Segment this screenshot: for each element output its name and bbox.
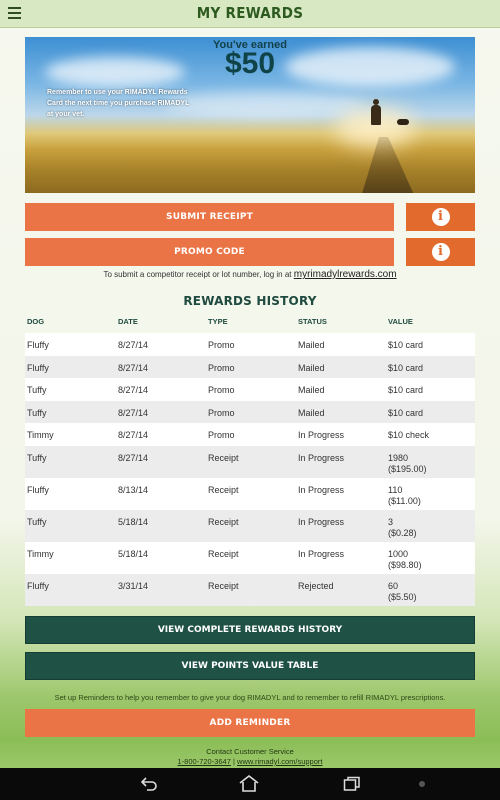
table-row xyxy=(25,542,475,574)
cell-dog: Fluffy xyxy=(27,580,49,591)
add-reminder-button[interactable]: ADD REMINDER xyxy=(25,709,475,737)
cell-value xyxy=(388,517,417,539)
cell-type: Promo xyxy=(208,407,235,418)
cell-date: 8/27/14 xyxy=(118,385,149,395)
table-row xyxy=(25,356,475,379)
cell-dog: Tuffy xyxy=(27,407,47,418)
system-nav-bar xyxy=(0,768,500,800)
cell-dog: Timmy xyxy=(27,548,54,559)
cell-date: 3/31/14 xyxy=(118,580,149,591)
cell-value xyxy=(388,549,422,571)
hiker-figure xyxy=(371,105,381,125)
value-dollar-equivalent: ($0.28) xyxy=(388,527,417,538)
footer-contact xyxy=(0,747,500,767)
competitor-receipt-helper xyxy=(0,269,500,280)
cell-type: Receipt xyxy=(208,484,239,495)
recent-apps-icon[interactable] xyxy=(343,776,361,792)
value-amount: 1000 xyxy=(388,548,409,559)
cell-value xyxy=(388,581,417,603)
helper-text: To submit a competitor receipt or lot number, log in at xyxy=(103,270,292,279)
reminder-info-text: Set up Reminders to help you remember to give your dog RIMADYL and to remember to refill RIMADYL prescriptions. xyxy=(54,693,446,702)
table-row xyxy=(25,478,475,510)
cell-type: Promo xyxy=(208,340,235,350)
indicator-dot xyxy=(419,781,425,787)
promo-code-button[interactable]: PROMO CODE xyxy=(25,238,394,266)
dog-figure xyxy=(397,119,409,125)
cell-type: Promo xyxy=(208,362,235,373)
cell-type: Receipt xyxy=(208,452,239,463)
column-header-dog: DOG xyxy=(27,317,45,326)
column-header-value: VALUE xyxy=(388,317,413,326)
value-amount: 3 xyxy=(388,516,394,527)
value-amount: $10 check xyxy=(388,430,430,440)
cell-date: 8/27/14 xyxy=(118,340,149,350)
value-amount: 110 xyxy=(388,484,403,495)
cell-value xyxy=(388,363,423,374)
page-title: MY REWARDS xyxy=(196,4,304,22)
table-row xyxy=(25,378,475,401)
cell-status: Mailed xyxy=(298,385,325,395)
info-icon: i xyxy=(432,208,450,226)
cell-date: 8/27/14 xyxy=(118,407,149,418)
cell-type: Receipt xyxy=(208,548,239,559)
value-amount: $10 card xyxy=(388,362,424,373)
cell-value xyxy=(388,408,423,419)
cell-type: Promo xyxy=(208,385,235,395)
footer-separator: | xyxy=(230,757,238,766)
cell-dog: Tuffy xyxy=(27,385,47,395)
value-dollar-equivalent: ($11.00) xyxy=(388,495,421,506)
phone-link[interactable]: 1-800-720-3647 xyxy=(177,757,231,766)
cell-dog: Tuffy xyxy=(27,452,47,463)
cell-date: 5/18/14 xyxy=(118,516,149,527)
cell-status: Rejected xyxy=(298,580,334,591)
table-row xyxy=(25,333,475,356)
cell-date: 8/27/14 xyxy=(118,362,149,373)
earned-amount: $50 xyxy=(224,47,276,80)
rewards-history-title: REWARDS HISTORY xyxy=(183,294,317,308)
cell-dog: Fluffy xyxy=(27,484,49,495)
back-icon[interactable] xyxy=(140,776,158,792)
cell-type: Promo xyxy=(208,430,235,440)
cell-date: 8/13/14 xyxy=(118,484,149,495)
column-header-type: TYPE xyxy=(208,317,228,326)
value-amount: $10 card xyxy=(388,385,424,395)
cell-status: In Progress xyxy=(298,452,345,463)
view-points-table-button[interactable]: VIEW POINTS VALUE TABLE xyxy=(25,652,475,680)
column-header-status: STATUS xyxy=(298,317,327,326)
value-amount: 1980 xyxy=(388,452,409,463)
cell-status: Mailed xyxy=(298,362,325,373)
cell-type: Receipt xyxy=(208,580,239,591)
cell-value xyxy=(388,485,421,507)
hero-banner xyxy=(25,37,475,193)
rewards-site-link[interactable]: myrimadylrewards.com xyxy=(293,269,397,280)
cell-value xyxy=(388,385,423,396)
value-dollar-equivalent: ($5.50) xyxy=(388,591,417,602)
value-amount: $10 card xyxy=(388,340,424,350)
cell-status: In Progress xyxy=(298,516,345,527)
contact-label: Contact Customer Service xyxy=(206,747,294,756)
cell-type: Receipt xyxy=(208,516,239,527)
cell-dog: Fluffy xyxy=(27,362,49,373)
view-complete-history-button[interactable]: VIEW COMPLETE REWARDS HISTORY xyxy=(25,616,475,644)
info-icon: i xyxy=(432,243,450,261)
home-icon[interactable] xyxy=(238,775,260,792)
cell-status: In Progress xyxy=(298,430,345,440)
cell-value xyxy=(388,340,423,351)
table-row xyxy=(25,446,475,478)
cell-value xyxy=(388,430,429,441)
cell-status: Mailed xyxy=(298,407,325,418)
table-row xyxy=(25,401,475,424)
top-app-bar xyxy=(0,0,500,28)
cell-dog: Fluffy xyxy=(27,340,49,350)
cell-date: 8/27/14 xyxy=(118,452,149,463)
cell-dog: Tuffy xyxy=(27,516,47,527)
submit-receipt-button[interactable]: SUBMIT RECEIPT xyxy=(25,203,394,231)
column-header-date: DATE xyxy=(118,317,138,326)
cell-date: 8/27/14 xyxy=(118,430,149,440)
value-amount: 60 xyxy=(388,580,399,591)
table-header xyxy=(25,313,475,333)
rewards-history-table xyxy=(25,313,475,606)
submit-receipt-info-button[interactable] xyxy=(406,203,475,231)
promo-code-info-button[interactable] xyxy=(406,238,475,266)
cell-value xyxy=(388,453,427,475)
rewards-card-reminder: Remember to use your RIMADYL Rewards Card the next time you purchase RIMADYL at your vet. xyxy=(47,89,190,118)
cell-dog: Timmy xyxy=(27,430,54,440)
value-dollar-equivalent: ($98.80) xyxy=(388,559,422,570)
table-row xyxy=(25,574,475,606)
cell-status: Mailed xyxy=(298,340,325,350)
cell-date: 5/18/14 xyxy=(118,548,149,559)
cell-status: In Progress xyxy=(298,484,345,495)
support-site-link[interactable]: www.rimadyl.com/support xyxy=(237,757,323,766)
earned-label: You've earned xyxy=(213,39,287,51)
table-row xyxy=(25,510,475,542)
table-row xyxy=(25,423,475,446)
value-dollar-equivalent: ($195.00) xyxy=(388,463,427,474)
value-amount: $10 card xyxy=(388,407,424,418)
cell-status: In Progress xyxy=(298,548,345,559)
